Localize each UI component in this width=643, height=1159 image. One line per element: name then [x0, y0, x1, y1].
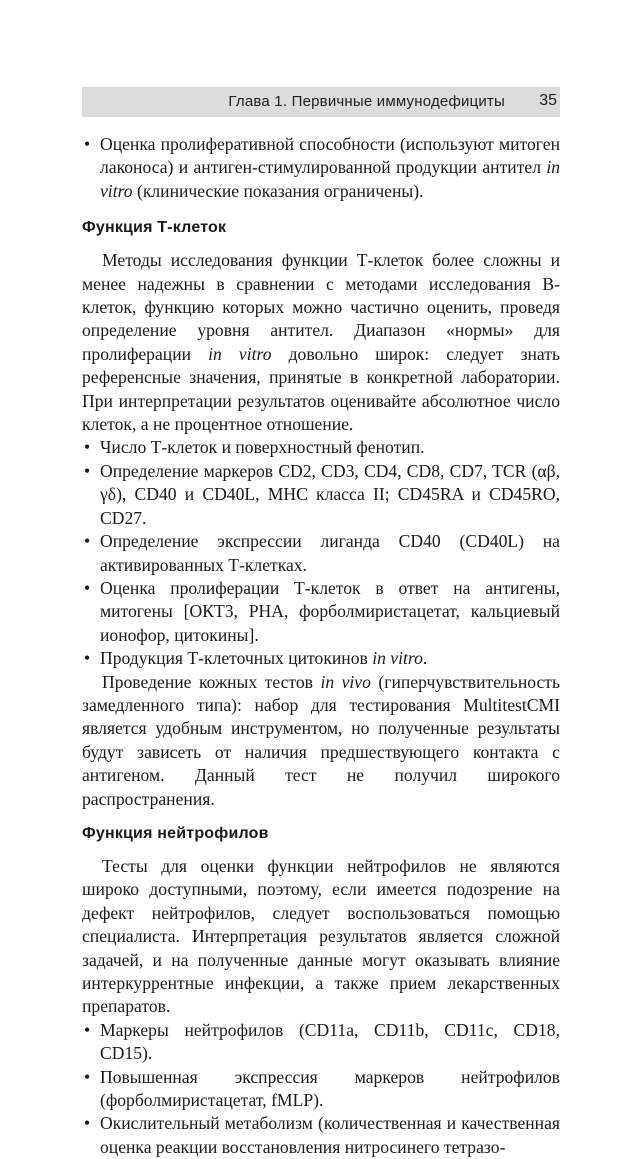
list-item: • Продукция Т-клеточных цитокинов in vitro.	[82, 647, 560, 670]
bullet-icon: •	[84, 531, 91, 552]
list-item: • Число Т-клеток и поверхностный фенотип.	[82, 436, 560, 459]
bullet-icon: •	[84, 437, 91, 458]
list-item: • Маркеры нейтрофилов (CD11a, CD11b, CD11c, CD18, CD15).	[84, 1019, 560, 1064]
running-header	[82, 87, 560, 117]
bullet-icon: •	[84, 1066, 91, 1087]
paragraph: Тесты для оценки функции нейтрофилов не являются широко доступными, поэтому, если имеется подозрение на дефект нейтрофилов, следует воспользоваться помощью специалиста. Интерпретация результатов является сложной задачей, и на полученные данные могут оказывать влияние интеркуррентные инфекции, а также прием лекарственных препаратов.	[82, 855, 560, 1017]
bullet-icon: •	[84, 460, 91, 481]
list-item: • Окислительный метаболизм (количественная и качественная оценка реакции восстановления нитросинего тетразо-	[84, 1113, 560, 1157]
bullet-icon: •	[84, 1113, 91, 1134]
list-item: • Оценка пролиферативной способности (используют митоген лаконоса) и антиген-стимулированной продукции антител in vitro (клинические показания ограничены).	[84, 134, 560, 201]
list-item: • Повышенная экспрессия маркеров нейтрофилов (форболмиристацетат, fMLP).	[84, 1066, 560, 1111]
page-number: 35	[539, 92, 557, 109]
bullet-icon: •	[84, 648, 91, 669]
chapter-title: Глава 1. Первичные иммунодефициты	[228, 93, 505, 110]
paragraph: Проведение кожных тестов in vivo (гиперчувствительность замедленного типа): набор для тестирования MultitestCMI является удобным инструментом, но полученные результаты будут зависеть от наличия предшествующего контакта с антигеном. Данный тест не получил широкого распространения.	[82, 671, 561, 809]
bullet-list-top	[82, 133, 560, 203]
bullet-list-neutrophils	[82, 1019, 560, 1159]
bullet-list-t-cells	[82, 436, 560, 670]
bullet-icon: •	[84, 1019, 91, 1040]
list-item: • Определение маркеров CD2, CD3, CD4, CD8, CD7, TCR (αβ, γδ), CD40 и CD40L, MHC класса II; CD45RA и CD45RO, CD27.	[84, 460, 560, 528]
list-item: • Определение экспрессии лиганда CD40 (CD40L) на активированных Т-клетках.	[84, 531, 560, 575]
section-heading-t-cells: Функция Т-клеток	[82, 219, 227, 237]
bullet-icon: •	[84, 134, 91, 154]
bullet-icon: •	[84, 577, 91, 598]
paragraph: Методы исследования функции Т-клеток более сложны и менее надежны в сравнении с методами исследования В-клеток, функцию которых можно частично оценить, проведя определение уровня антител. Диапазон «нормы» для пролиферации in vitro довольно широк: следует знать референсные значения, принятые в конкретной лаборатории. При интерпретации результатов оценивайте абсолютное число клеток, а не процентное отношение.	[82, 250, 560, 435]
page-body	[82, 133, 560, 1159]
section-heading-neutrophils: Функция нейтрофилов	[82, 824, 269, 842]
list-item: • Оценка пролиферации Т-клеток в ответ на антигены, митогены [ОКТ3, PHA, форболмиристацетат, кальциевый ионофор, цитокины].	[84, 577, 560, 645]
